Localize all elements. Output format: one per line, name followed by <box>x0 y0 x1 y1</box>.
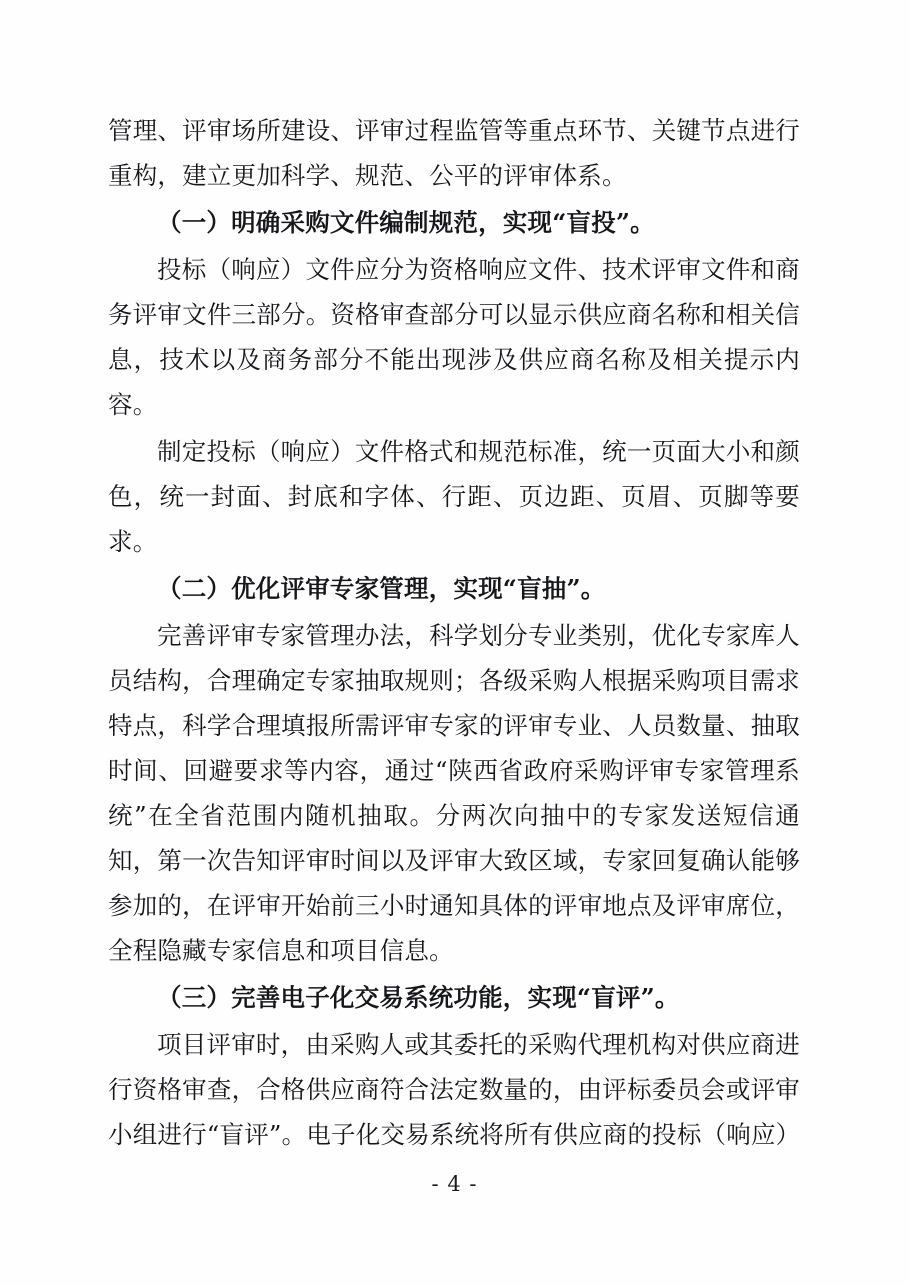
paragraph-1-1: 投标（响应）文件应分为资格响应文件、技术评审文件和商务评审文件三部分。资格审查部分可以显示供应商名称和相关信息，技术以及商务部分不能出现涉及供应商名称及相关提示内容。 <box>108 255 800 419</box>
section-heading-two: （二）优化评审专家管理，实现“盲抽”。 <box>157 574 606 603</box>
paragraph-3-1: 项目评审时，由采购人或其委托的采购代理机构对供应商进行资格审查，合格供应商符合法定数量的，由评标委员会或评审小组进行“盲评”。电子化交易系统将所有供应商的投标（响应） <box>108 1030 801 1149</box>
section-heading-one: （一）明确采购文件编制规范，实现“盲投”。 <box>157 208 655 237</box>
document-body <box>108 108 800 1159</box>
paragraph-2-1: 完善评审专家管理办法，科学划分专业类别，优化专家库人员结构，合理确定专家抽取规则；各级采购人根据采购项目需求特点，科学合理填报所需评审专家的评审专业、人员数量、抽取时间、回避要求等内容，通过“陕西省政府采购评审专家管理系统”在全省范围内随机抽取。分两次向抽中的专家发送短信通知，第一次告知评审时间以及评审大致区域，专家回复确认能够参加的，在评审开始前三小时通知具体的评审地点及评审席位，全程隐藏专家信息和项目信息。 <box>108 621 800 965</box>
paragraph-1-2: 制定投标（响应）文件格式和规范标准，统一页面大小和颜色，统一封面、封底和字体、行距、页边距、页眉、页脚等要求。 <box>108 437 800 556</box>
page-number: - 4 - <box>431 1172 478 1196</box>
section-heading-three: （三）完善电子化交易系统功能，实现“盲评”。 <box>157 983 680 1012</box>
paragraph-continued: 管理、评审场所建设、评审过程监管等重点环节、关键节点进行重构，建立更加科学、规范、公平的评审体系。 <box>108 116 800 190</box>
